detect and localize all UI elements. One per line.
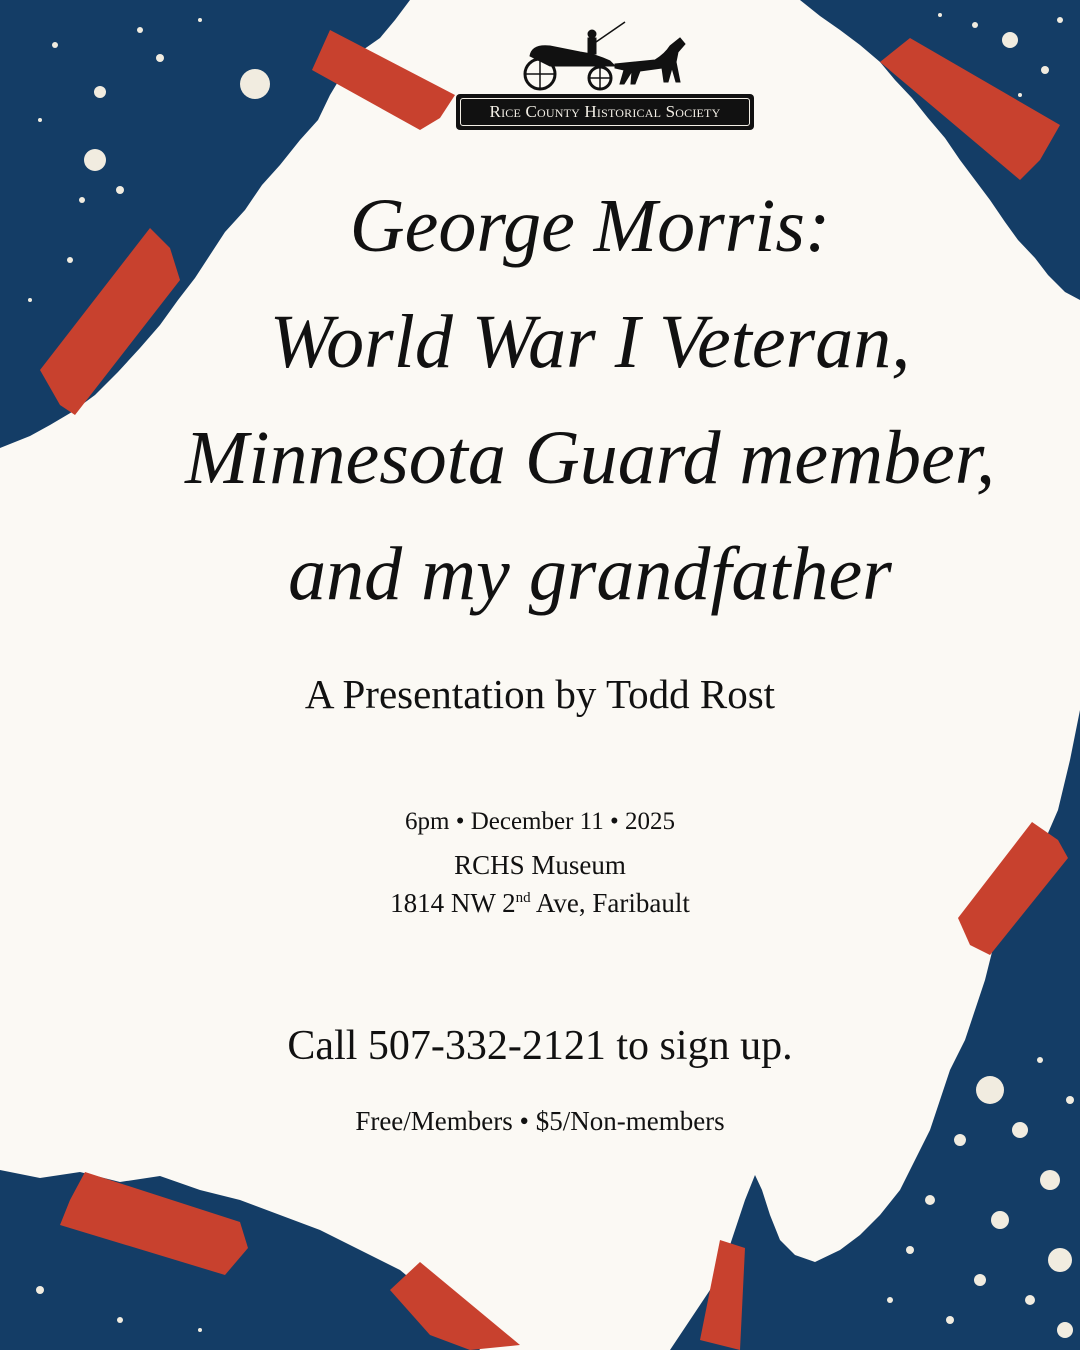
event-venue: RCHS Museum	[454, 850, 626, 880]
pricing: Free/Members • $5/Non-members	[355, 1106, 725, 1136]
address-number: 1814 NW 2	[390, 888, 516, 918]
address-street: Ave, Faribault	[530, 888, 690, 918]
event-title	[100, 168, 1080, 632]
logo-org-name: Rice County Historical Society	[489, 102, 721, 121]
horse-carriage-icon	[520, 16, 690, 96]
signup-call: Call 507-332-2121 to sign up.	[287, 1023, 793, 1069]
title-line-3: Minnesota Guard member,	[185, 416, 995, 500]
address-ordinal: nd	[515, 890, 531, 906]
presenter-subtitle: A Presentation by Todd Rost	[304, 671, 776, 717]
event-datetime: 6pm • December 11 • 2025	[405, 808, 675, 835]
title-line-1: George Morris:	[349, 184, 831, 268]
society-logo	[456, 16, 756, 134]
tape-top-left	[312, 30, 455, 130]
title-line-4: and my grandfather	[288, 532, 892, 616]
logo-nameplate	[456, 94, 754, 130]
event-address	[0, 888, 1080, 919]
title-line-2: World War I Veteran,	[269, 300, 911, 384]
